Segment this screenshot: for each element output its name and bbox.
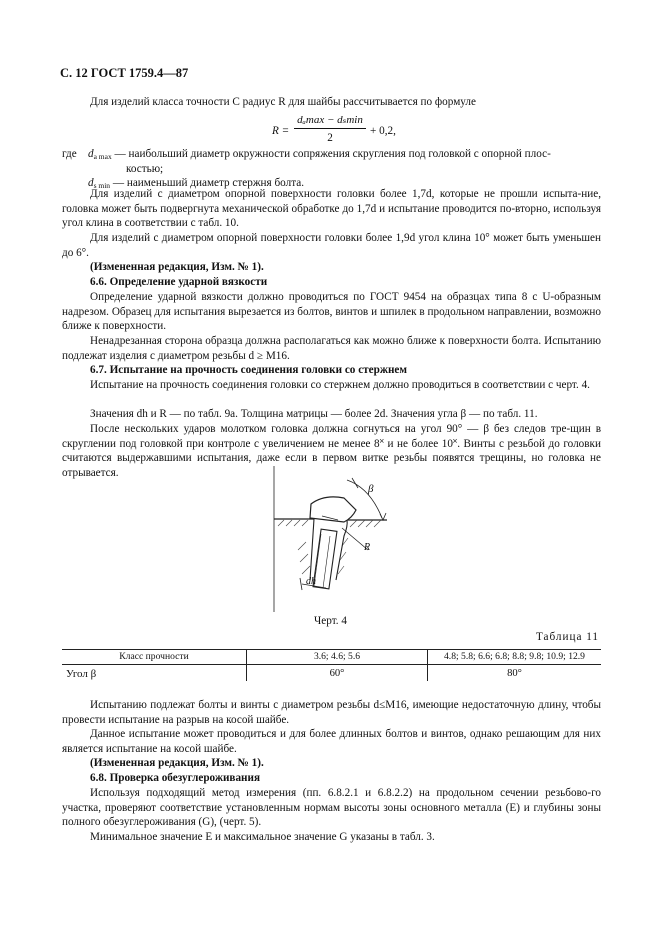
beta-label: β <box>368 483 374 495</box>
formula-tail: + 0,2, <box>370 125 396 137</box>
paragraph-intro: Для изделий класса точности С радиус R для шайбы рассчитывается по формуле <box>90 96 476 108</box>
symbol: d <box>88 177 94 190</box>
table-cell: 80° <box>428 665 602 682</box>
figure-drawing-4 <box>262 460 412 620</box>
radius-label: R <box>364 542 371 553</box>
definition-text: — наименьший диаметр стержня болта. <box>112 177 304 190</box>
paragraph: После нескольких ударов молотком головка должна согнуться на угол 90° — β без следов тре-щин в скруглении под головкой при контроле с увеличением не менее 8˟ и не более 10˟. Винты с резьбой до головки считаются выдержавшими испытания, даже если в первом витке резьбы появятся трещины, но головка не отрывается. <box>62 423 601 479</box>
formula-radius <box>272 113 432 147</box>
paragraph: Для изделий с диаметром опорной поверхности головки более 1,9d угол клина 10° может быть уменьшен до 6°. <box>62 232 601 259</box>
section-heading-6-6: 6.6. Определение ударной вязкости <box>90 276 268 288</box>
paragraph: Определение ударной вязкости должно проводиться по ГОСТ 9454 на образцах типа 8 с U-образным надрезом. Образец для испытания вырезается из болтов, винтов и шпилек в продольном направлении, возможно ближе к поверхности. <box>62 291 601 333</box>
definition-text: — наибольший диаметр окружности сопряжения скругления под головкой с опорной плос- <box>114 148 551 160</box>
definition-text: костью; <box>126 162 164 175</box>
paragraph: Минимальное значение E и максимальное значение G указаны в табл. 3. <box>90 831 435 843</box>
paragraph: Данное испытание может проводиться и для более длинных болтов и винтов, однако решающим для них является испытание на косой шайбе. <box>62 728 601 755</box>
symbol-definitions <box>62 147 601 191</box>
definition-damax <box>62 147 601 162</box>
dh-label: dh <box>306 576 316 587</box>
table-cell: 60° <box>247 665 428 682</box>
formula-lhs: R = <box>272 125 290 137</box>
table-header-cell: 4.8; 5.8; 6.6; 6.8; 8.8; 9.8; 10.9; 12.9 <box>428 650 602 665</box>
paragraph: Для изделий с диаметром опорной поверхности головки более 1,7d, которые не прошли испыта-ние, головка может быть подвергнута механической обработке до 1,7d и испытание проводится по-вторно, используя угол клина в соответствии с табл. 10. <box>62 188 601 230</box>
table-11 <box>62 649 601 681</box>
section-heading-6-8: 6.8. Проверка обезуглероживания <box>90 772 261 784</box>
table-header-cell: 3.6; 4.6; 5.6 <box>247 650 428 665</box>
symbol: d <box>88 148 94 160</box>
formula-numerator: dₐmax − dₛmin <box>297 114 363 126</box>
paragraph: Ненадрезанная сторона образца должна располагаться как можно ближе к поверхности болта. Испытанию подлежат изделия с диаметром резьбы d ≥ М16. <box>62 335 601 362</box>
table-cell: Угол β <box>66 668 97 680</box>
symbol-subscript: a max <box>93 152 112 161</box>
section-heading-6-7: 6.7. Испытание на прочность соединения головки со стержнем <box>90 364 407 376</box>
formula-denominator: 2 <box>327 132 333 144</box>
fraction-bar <box>294 128 366 129</box>
paragraph: Используя подходящий метод измерения (пп. 6.8.2.1 и 6.8.2.2) на продольном сечении резьбово-го участка, проверяют соответствие установленным нормам высоты зоны основного металла (E) и глубины зоны полного обезуглероживания (G), (черт. 5). <box>62 787 601 829</box>
symbol-subscript: s min <box>93 181 111 191</box>
paragraph: Значения dh и R — по табл. 9а. Толщина матрицы — более 2d. Значения угла β — по табл. 11. <box>90 408 538 420</box>
table-title: Таблица 11 <box>535 631 599 643</box>
table-header-cell: Класс прочности <box>62 650 247 665</box>
definition-continuation <box>62 162 601 177</box>
table-header-row <box>62 650 601 665</box>
page-header: С. 12 ГОСТ 1759.4—87 <box>60 66 189 80</box>
edit-note: (Измененная редакция, Изм. № 1). <box>90 757 264 769</box>
edit-note: (Измененная редакция, Изм. № 1). <box>90 261 264 273</box>
figure-caption: Черт. 4 <box>314 615 347 627</box>
paragraph: Испытанию подлежат болты и винты с диаметром резьбы d≤М16, имеющие недостаточную длину, чтобы провести испытание на разрыв на косой шайбе. <box>62 699 601 726</box>
where-label: где <box>62 148 77 160</box>
table-row <box>62 665 601 682</box>
paragraph: Испытание на прочность соединения головки со стержнем должно проводиться в соответствии с черт. 4. <box>90 379 590 391</box>
